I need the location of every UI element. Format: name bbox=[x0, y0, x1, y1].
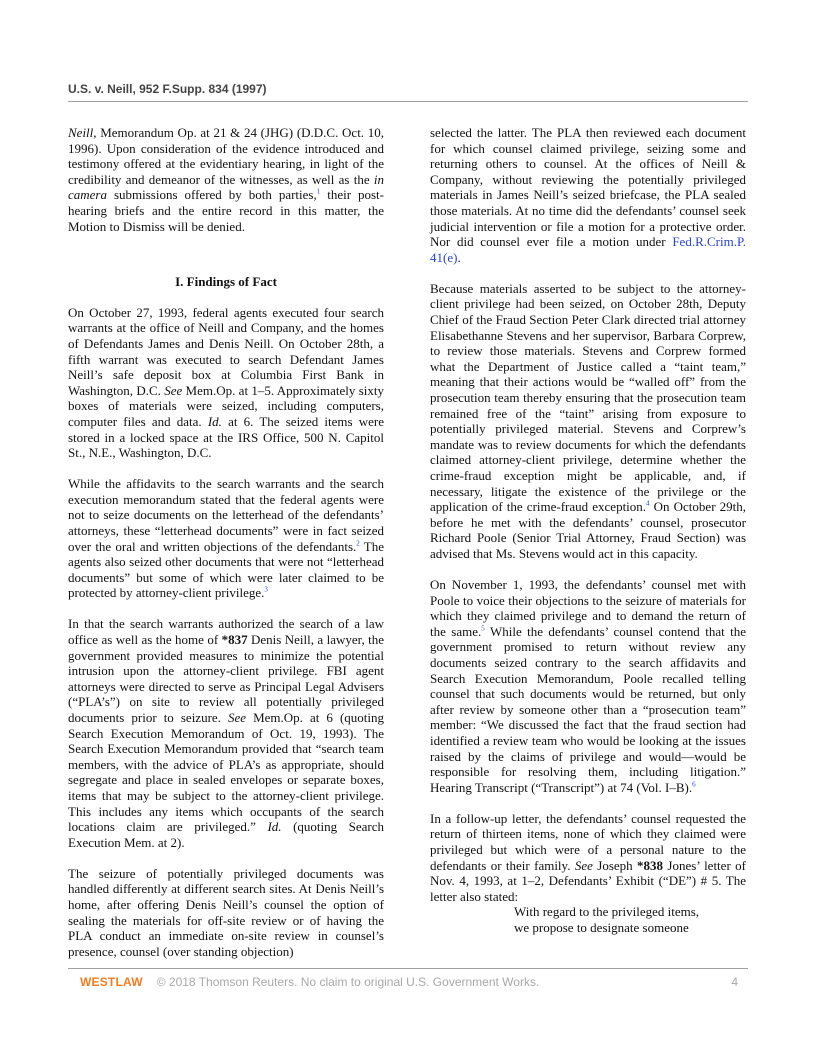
left-column bbox=[68, 125, 384, 975]
paragraph bbox=[68, 305, 384, 461]
header-divider bbox=[68, 101, 748, 102]
signal-see: See bbox=[227, 710, 247, 725]
footnote-link-1[interactable]: 1 bbox=[316, 188, 321, 197]
footer-divider bbox=[68, 968, 748, 969]
text: Mem.Op. at 1–5. Approximately sixty boxes of materials were seized, including computers, computer files and data. bbox=[68, 382, 384, 429]
text: selected the latter. The PLA then reviewed each document for which counsel claimed privilege, seizing some and returning others to counsel. At the offices of Neill & Company, without reviewing the potentially privileged materials in James Neill’s seized briefcase, the PLA sealed those materials. At no time did the defendants’ counsel seek judicial intervention or file a motion for a protective order. Nor did counsel ever file a motion under bbox=[430, 125, 746, 250]
footnote-link-3[interactable]: 3 bbox=[264, 586, 268, 595]
text: In a follow-up letter, the defendants’ counsel requested the return of thirteen items, none of which they claimed were privileged but which were of a personal nature to the defendants or their family. bbox=[430, 810, 746, 873]
footnote-link-2[interactable]: 2 bbox=[356, 539, 360, 548]
quote-line: With regard to the privileged items, bbox=[514, 904, 700, 920]
text: On November 1, 1993, the defendants’ counsel met with Poole to voice their objections to the seizure of materials for which they claimed privilege and to demand the return of the same. bbox=[430, 577, 746, 639]
signal-id: Id. bbox=[267, 819, 282, 835]
block-quote bbox=[514, 904, 746, 935]
text: Joseph bbox=[592, 857, 638, 873]
text: While the affidavits to the search warrants and the search execution memorandum stated that the federal agents were not to seize documents on the letterhead of the defendants’ attorneys, these “letterhead documents” were in fact seized over the oral and written objections of the defendants. bbox=[68, 476, 384, 554]
text: Jones’ letter of Nov. 4, 1993, at 1–2, Defendants’ Exhibit (“DE”) # 5. The letter also stated: bbox=[430, 857, 746, 904]
text: Memorandum Op. at 21 & 24 (JHG) (D.D.C. Oct. 10, 1996). Upon consideration of the evidence introduced and testimony offered at the evidentiary hearing, in light of the credibility and demeanor of the witnesses, as well as the bbox=[68, 125, 384, 187]
text: (quoting Search Execution Mem. at 2). bbox=[68, 819, 385, 850]
westlaw-logo: WESTLAW bbox=[80, 975, 143, 989]
star-page-marker: *837 bbox=[221, 632, 248, 648]
star-page-marker: *838 bbox=[637, 857, 664, 873]
text: . bbox=[457, 249, 461, 265]
paragraph bbox=[68, 125, 384, 234]
text: Denis Neill, a lawyer, the government provided measures to minimize the potential intrusion upon the attorney-client privilege. FBI agent attorneys were directed to serve as Principal Legal Advisers (“PLA’s”) on site to review all potentially privileged documents prior to seizure. bbox=[68, 632, 384, 725]
signal-see: See bbox=[164, 382, 183, 398]
footer bbox=[80, 975, 738, 989]
signal-id: Id. bbox=[207, 413, 222, 429]
text: On October 27, 1993, federal agents executed four search warrants at the office of Neill and Company, and the homes of Defendants James and Denis Neill. On October 28th, a fifth warrant was executed to search Defendant James Neill’s safe deposit box at Columbia First Bank in Washington, D.C. bbox=[68, 304, 384, 398]
text: submissions offered by both parties, bbox=[107, 187, 317, 203]
text: The agents also seized other documents that were not “letterhead documents” but some of which were later claimed to be protected by attorney-client privilege. bbox=[68, 538, 384, 601]
paragraph bbox=[430, 577, 746, 795]
paragraph bbox=[68, 616, 384, 850]
quote-line: we propose to designate someone bbox=[514, 920, 689, 935]
text: The seizure of potentially privileged documents was handled differently at different search sites. At Denis Neill’s home, after offering Denis Neill’s counsel the option of sealing the materials for off-site review or of having the PLA conduct an immediate on-site review in counsel’s presence, counsel (over standing objection) bbox=[68, 865, 384, 959]
footnote-link-6[interactable]: 6 bbox=[692, 780, 696, 789]
text: In that the search warrants authorized the search of a law office as well as the home of bbox=[68, 616, 384, 648]
case-name: Neill, bbox=[68, 125, 97, 140]
text: On October 29th, before he met with the defendants’ counsel, prosecutor Richard Poole (Senior Trial Attorney, Fraud Section) was advised that Ms. Stevens would act in this capacity. bbox=[430, 499, 746, 561]
copyright-notice: © 2018 Thomson Reuters. No claim to original U.S. Government Works. bbox=[156, 975, 540, 989]
signal-see: See bbox=[574, 857, 593, 873]
section-heading: I. Findings of Fact bbox=[175, 274, 277, 290]
page-number: 4 bbox=[731, 975, 738, 989]
paragraph bbox=[430, 811, 746, 905]
paragraph bbox=[430, 281, 746, 562]
paragraph bbox=[68, 866, 384, 960]
footnote-link-4[interactable]: 4 bbox=[646, 499, 650, 508]
paragraph bbox=[68, 476, 384, 601]
text: While the defendants’ counsel contend that the government promised to return without review any documents seized contrary to the search affidavits and Search Execution Memorandum, Poole recalled telling counsel that such documents would be returned, but only after review by someone other than a “prosecution team” member: “We discussed the fact that the fraud section had identified a review team who would be looking at the issues raised by the claims of privilege and would—would be responsible for resolving them, including litigation.” Hearing Transcript (“Transcript”) at 74 (Vol. I–B). bbox=[430, 623, 747, 795]
in-camera-term: in camera bbox=[68, 171, 384, 203]
paragraph bbox=[430, 125, 746, 265]
document-header-title: U.S. v. Neill, 952 F.Supp. 834 (1997) bbox=[68, 82, 267, 96]
text: Mem.Op. at 6 (quoting Search Execution Memorandum of Oct. 19, 1993). The Search Execution Memorandum provided that “search team members, with the advice of PLA’s as appropriate, should segregate and place in sealed envelopes or separate boxes, items that may be subject to the attorney-client privilege. This includes any items which occupants of the search locations claim are privileged.” bbox=[68, 710, 385, 835]
text: their post-hearing briefs and the entire record in this matter, the Motion to Dismiss will be denied. bbox=[68, 187, 384, 234]
right-column bbox=[430, 125, 746, 936]
rule-citation-link[interactable]: Fed.R.Crim.P. 41(e) bbox=[430, 234, 746, 265]
text: Because materials asserted to be subject to the attorney-client privilege had been seized, on October 28th, Deputy Chief of the Fraud Section Peter Clark directed trial attorney Elisabethanne Stevens and her supervisor, Barbara Corprew, to review those materials. Stevens and Corprew formed what the Department of Justice called a “taint team,” meaning that their actions would be “walled off” from the prosecution team thereby ensuring that the prosecution team remained free of the “taint” arising from exposure to potentially privileged material. Stevens and Corprew’s mandate was to review documents for which the defendants claimed attorney-client privilege, determine whether the crime-fraud exception might be applicable, and, if necessary, litigate the existence of the privilege or the application of the crime-fraud exception. bbox=[430, 280, 746, 515]
footnote-link-5[interactable]: 5 bbox=[481, 624, 485, 633]
text: at 6. The seized items were stored in a locked space at the IRS Office, 500 N. Capitol St., N.E., Washington, D.C. bbox=[68, 413, 384, 461]
